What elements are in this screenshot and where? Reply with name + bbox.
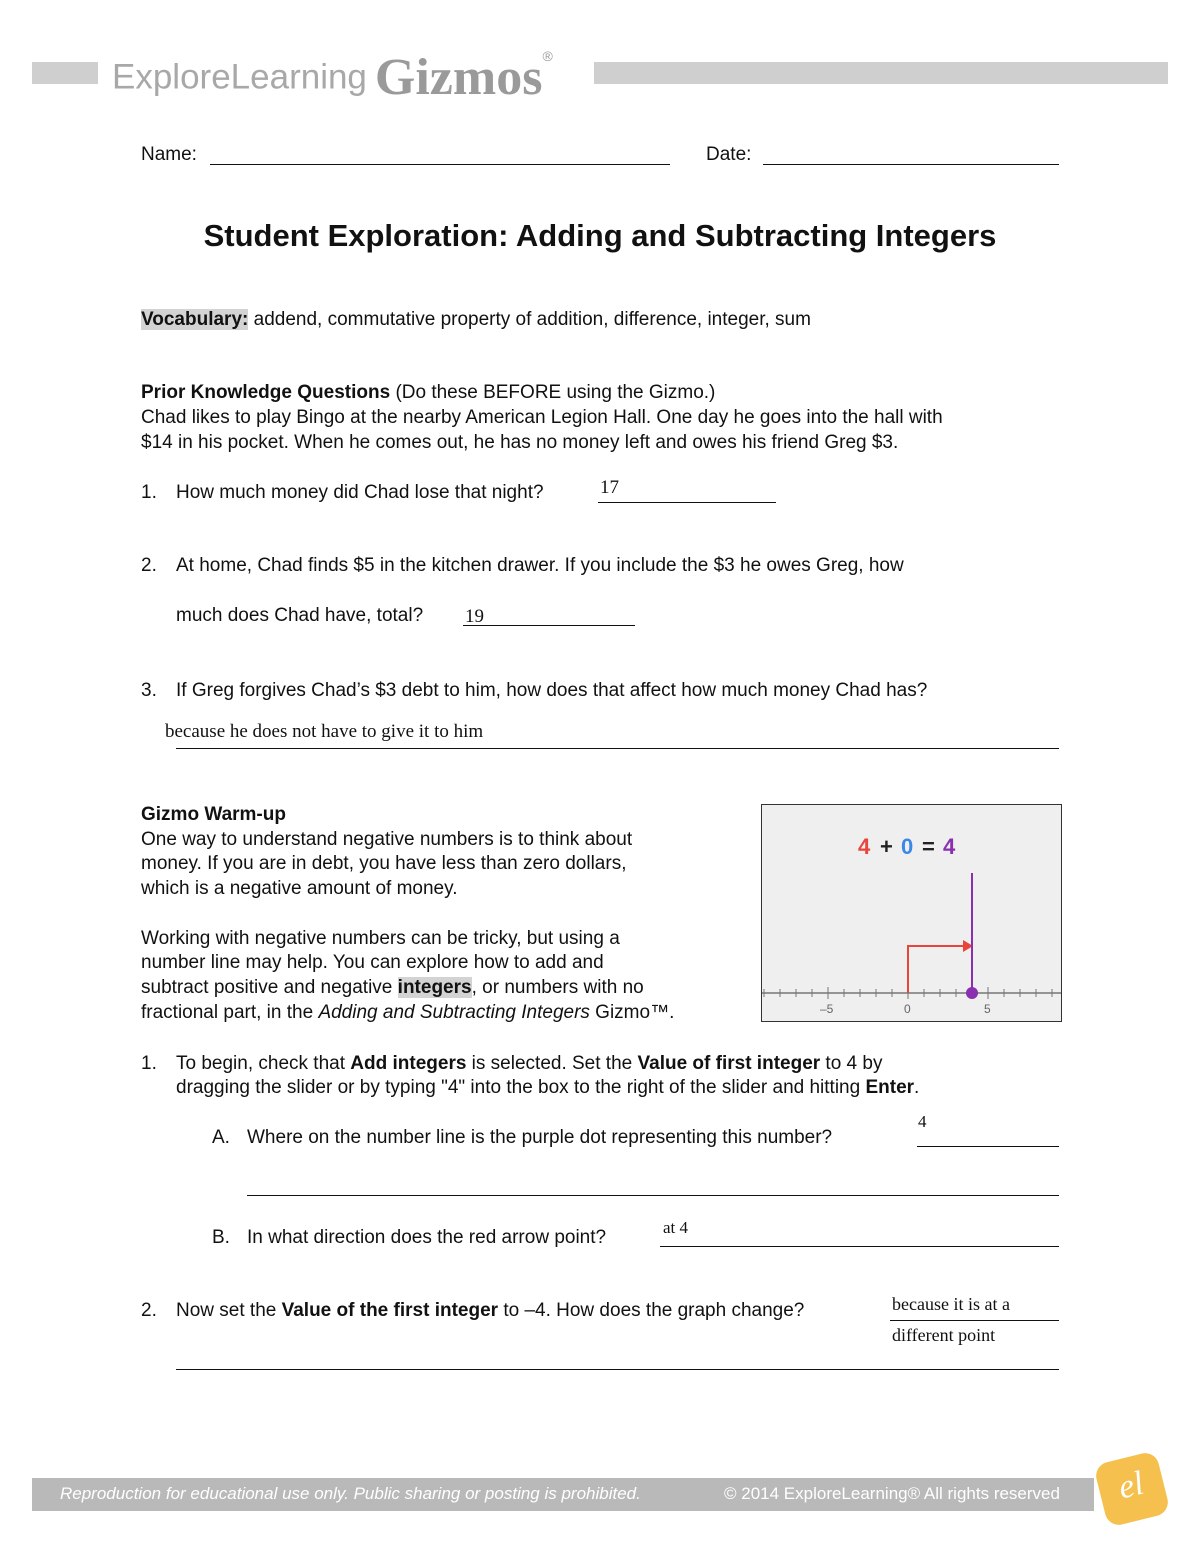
warmup-p1-line2: money. If you are in debt, you have less than zero dollars,: [141, 853, 627, 874]
warmup-p2-line4-b: Gizmo™.: [589, 1002, 675, 1023]
activity-q1a-answer-line-2[interactable]: [247, 1195, 1059, 1196]
el-logo-text: el: [1114, 1464, 1148, 1507]
activity-q1a-answer: 4: [918, 1112, 927, 1131]
gizmo-eq-equals: =: [922, 834, 935, 859]
prior-q2-answer: 19: [465, 606, 484, 627]
prior-q1-text: How much money did Chad lose that night?: [176, 482, 544, 503]
activity-q1a-label: A.: [212, 1127, 230, 1148]
vocabulary-label: Vocabulary:: [141, 309, 249, 330]
activity-q1b-answer-line[interactable]: [660, 1246, 1059, 1247]
warmup-p2-line3: [141, 976, 644, 1001]
gizmo-tick-label-0: 0: [904, 1002, 911, 1016]
gizmo-eq-result: 4: [943, 834, 956, 859]
gizmo-number-line: [762, 805, 1061, 1021]
brand-explorelearning: ExploreLearning: [112, 57, 367, 97]
gizmo-red-arrow: [908, 946, 964, 993]
gizmo-screenshot: [761, 804, 1062, 1022]
gizmo-eq-second: 0: [901, 834, 914, 859]
warmup-p2-line4: [141, 1001, 674, 1026]
prior-q2-answer-line[interactable]: [463, 625, 635, 626]
prior-q3-text: If Greg forgives Chad’s $3 debt to him, how does that affect how much money Chad has?: [176, 680, 928, 701]
date-field[interactable]: [763, 164, 1059, 165]
warmup-gizmo-title: Adding and Subtracting Integers: [318, 1002, 590, 1023]
activity-q1-number: 1.: [141, 1053, 157, 1074]
prior-q2-text-line1: At home, Chad finds $5 in the kitchen drawer. If you include the $3 he owes Greg, how: [176, 555, 904, 576]
activity-q1-add-integers: Add integers: [350, 1053, 467, 1074]
brand-gizmos: Gizmos: [374, 49, 543, 106]
activity-q1-line2: [176, 1076, 919, 1101]
name-label: Name:: [141, 144, 197, 165]
prior-q2-number: 2.: [141, 555, 157, 576]
warmup-p2-line4-a: fractional part, in the: [141, 1002, 319, 1023]
prior-q2-text-line2: much does Chad have, total?: [176, 605, 424, 626]
warmup-p1-line1: One way to understand negative numbers is to think about: [141, 829, 633, 850]
prior-heading-row: [141, 381, 715, 406]
activity-q1-line2-a: dragging the slider or by typing "4" into the box to the right of the slider and hitting: [176, 1077, 866, 1098]
activity-q1-line1-c: is selected. Set the: [466, 1053, 638, 1074]
activity-q1-line2-c: .: [914, 1077, 920, 1098]
prior-q3-number: 3.: [141, 680, 157, 701]
gizmo-eq-first: 4: [858, 834, 871, 859]
warmup-p2-line1: Working with negative numbers can be tricky, but using a: [141, 928, 620, 949]
activity-q2-text-a: Now set the: [176, 1300, 282, 1321]
warmup-p2-line3-a: subtract positive and negative: [141, 977, 398, 998]
footer-copyright: © 2014 ExploreLearning® All rights reserved: [724, 1484, 1060, 1503]
prior-story-line1: Chad likes to play Bingo at the nearby American Legion Hall. One day he goes into the hall with: [141, 407, 943, 428]
activity-q1b-text: In what direction does the red arrow point?: [247, 1227, 607, 1248]
activity-q1-line1: [176, 1052, 882, 1077]
footer-reproduction-notice: Reproduction for educational use only. Public sharing or posting is prohibited.: [60, 1484, 641, 1503]
activity-q2-answer-line2: different point: [892, 1325, 996, 1345]
activity-q1-line1-d: to 4 by: [820, 1053, 883, 1074]
prior-q3-answer-line[interactable]: [176, 748, 1059, 749]
warmup-p1-line3: which is a negative amount of money.: [141, 878, 458, 899]
activity-q2-answer-line1: because it is at a: [892, 1294, 1010, 1314]
prior-q1-answer-line[interactable]: [598, 502, 776, 503]
activity-q1b-label: B.: [212, 1227, 230, 1248]
activity-q2-text: [176, 1299, 804, 1324]
header-bar-left: [32, 62, 98, 84]
activity-q2-number: 2.: [141, 1300, 157, 1321]
warmup-term-integers: integers: [397, 977, 472, 998]
prior-q3-answer: because he does not have to give it to him: [165, 721, 484, 742]
brand-reg-mark: ®: [542, 48, 553, 64]
brand-logo: [112, 48, 553, 107]
prior-heading-note: (Do these BEFORE using the Gizmo.): [395, 382, 716, 403]
prior-story-line2: $14 in his pocket. When he comes out, he has no money left and owes his friend Greg $3.: [141, 432, 899, 453]
page-title: Student Exploration: Adding and Subtracting Integers: [203, 218, 997, 253]
activity-q2-answer-line-2[interactable]: [176, 1369, 1059, 1370]
activity-q1-value-first: Value of first integer: [637, 1053, 821, 1074]
activity-q2-answer-underline[interactable]: [890, 1320, 1059, 1321]
warmup-heading: Gizmo Warm-up: [141, 804, 286, 825]
activity-q1a-answer-line[interactable]: [917, 1146, 1059, 1147]
name-field[interactable]: [210, 164, 670, 165]
vocabulary-terms: addend, commutative property of addition, difference, integer, sum: [253, 309, 811, 330]
activity-q1b-answer: at 4: [663, 1218, 689, 1237]
activity-q1a-text: Where on the number line is the purple dot representing this number?: [247, 1127, 833, 1148]
prior-q1-answer: 17: [600, 477, 619, 498]
date-label: Date:: [706, 144, 752, 165]
gizmo-tick-label-neg5: –5: [820, 1002, 834, 1016]
prior-q1-number: 1.: [141, 482, 157, 503]
activity-q2-value-first: Value of the first integer: [281, 1300, 499, 1321]
vocabulary: [141, 308, 811, 333]
gizmo-eq-plus: +: [880, 834, 893, 859]
gizmo-purple-dot: [966, 987, 978, 999]
activity-q1-line1-a: To begin, check that: [176, 1053, 351, 1074]
warmup-p2-line3-b: , or numbers with no: [471, 977, 644, 998]
activity-q2-text-c: to –4. How does the graph change?: [498, 1300, 805, 1321]
header-bar-right: [594, 62, 1168, 84]
activity-q1-enter: Enter: [865, 1077, 915, 1098]
gizmo-tick-label-5: 5: [984, 1002, 991, 1016]
el-logo-icon: [1093, 1450, 1171, 1528]
warmup-p2-line2: number line may help. You can explore how to add and: [141, 952, 604, 973]
prior-heading: Prior Knowledge Questions: [141, 382, 391, 403]
